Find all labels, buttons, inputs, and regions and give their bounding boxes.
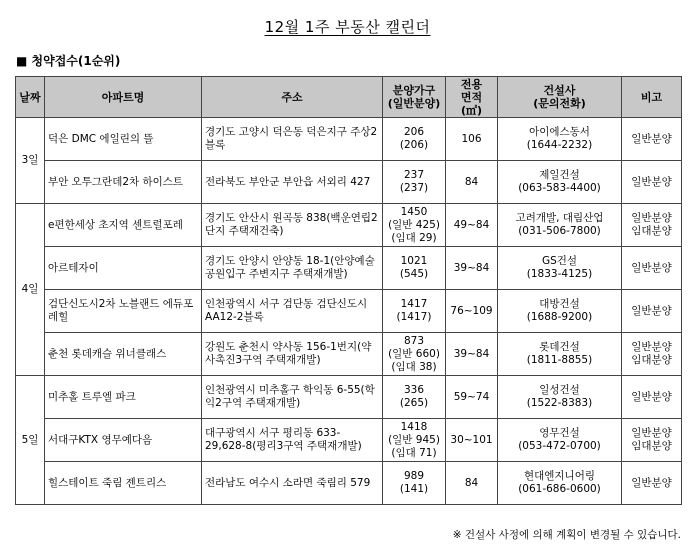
- note-cell: 일반분양: [622, 462, 682, 505]
- area-cell: 106: [446, 118, 498, 161]
- table-row: [16, 333, 682, 376]
- header-apartment: 아파트명: [45, 77, 202, 118]
- address-cell: 경기도 안산시 원곡동 838(백운연립2단지 주택재건축): [202, 204, 383, 247]
- note-cell: 일반분양: [622, 376, 682, 419]
- area-cell: 59~74: [446, 376, 498, 419]
- address-cell: 경기도 고양시 덕은동 덕은지구 주상2블록: [202, 118, 383, 161]
- supply-cell: 1450 (일반 425) (임대 29): [383, 204, 446, 247]
- builder-cell: 현대엔지니어링 (061-686-0600): [498, 462, 622, 505]
- address-cell: 경기도 안양시 안양동 18-1(안양예술공원입구 주변지구 주택재개발): [202, 247, 383, 290]
- note-cell: 일반분양: [622, 247, 682, 290]
- header-area: 전용 면적 (㎡): [446, 77, 498, 118]
- supply-cell: 1417 (1417): [383, 290, 446, 333]
- area-cell: 39~84: [446, 247, 498, 290]
- apartment-name: 아르테자이: [45, 247, 202, 290]
- address-cell: 인천광역시 서구 검단동 검단신도시 AA12-2블록: [202, 290, 383, 333]
- apartment-name: e편한세상 초지역 센트럴포레: [45, 204, 202, 247]
- header-date: 날짜: [16, 77, 45, 118]
- builder-cell: 제일건설 (063-583-4400): [498, 161, 622, 204]
- table-row: [16, 419, 682, 462]
- address-cell: 대구광역시 서구 평리동 633-29,628-8(평리3구역 주택재개발): [202, 419, 383, 462]
- area-cell: 84: [446, 161, 498, 204]
- area-cell: 76~109: [446, 290, 498, 333]
- note-cell: 일반분양 임대분양: [622, 204, 682, 247]
- table-row: [16, 376, 682, 419]
- table-row: [16, 290, 682, 333]
- section-title: ■ 청약접수(1순위): [16, 54, 121, 68]
- note-cell: 일반분양: [622, 290, 682, 333]
- area-cell: 39~84: [446, 333, 498, 376]
- header-address: 주소: [202, 77, 383, 118]
- area-cell: 30~101: [446, 419, 498, 462]
- apartment-name: 검단신도시2차 노블랜드 에듀포레힐: [45, 290, 202, 333]
- builder-cell: 아이에스동서 (1644-2232): [498, 118, 622, 161]
- builder-cell: 고려개발, 대림산업 (031-506-7800): [498, 204, 622, 247]
- address-cell: 전라남도 여수시 소라면 죽림리 579: [202, 462, 383, 505]
- supply-cell: 1418 (일반 945) (임대 71): [383, 419, 446, 462]
- table-row: [16, 204, 682, 247]
- area-cell: 84: [446, 462, 498, 505]
- builder-cell: 롯데건설 (1811-8855): [498, 333, 622, 376]
- supply-cell: 237 (237): [383, 161, 446, 204]
- note-cell: 일반분양 임대분양: [622, 419, 682, 462]
- builder-cell: 일성건설 (1522-8383): [498, 376, 622, 419]
- builder-cell: 대방건설 (1688-9200): [498, 290, 622, 333]
- note-cell: 일반분양: [622, 118, 682, 161]
- supply-cell: 336 (265): [383, 376, 446, 419]
- address-cell: 전라북도 부안군 부안읍 서외리 427: [202, 161, 383, 204]
- apartment-name: 힐스테이트 죽림 젠트리스: [45, 462, 202, 505]
- address-cell: 강원도 춘천시 약사동 156-1번지(약사촉진3구역 주택재개발): [202, 333, 383, 376]
- apartment-name: 덕은 DMC 에일린의 뜰: [45, 118, 202, 161]
- date-cell: 3일: [16, 118, 45, 204]
- apartment-name: 부안 오투그란데2차 하이스트: [45, 161, 202, 204]
- page-title: 12월 1주 부동산 캘린더: [264, 18, 431, 36]
- header-note: 비고: [622, 77, 682, 118]
- header-supply: 분양가구 (일반분양): [383, 77, 446, 118]
- area-cell: 49~84: [446, 204, 498, 247]
- footnote: ※ 건설사 사정에 의해 계획이 변경될 수 있습니다.: [452, 529, 681, 541]
- address-cell: 인천광역시 미추홀구 학익동 6-55(학익2구역 주택재개발): [202, 376, 383, 419]
- table-row: [16, 118, 682, 161]
- calendar-table: [15, 76, 682, 505]
- builder-cell: GS건설 (1833-4125): [498, 247, 622, 290]
- apartment-name: 서대구KTX 영무예다음: [45, 419, 202, 462]
- builder-cell: 영무건설 (053-472-0700): [498, 419, 622, 462]
- header-builder: 건설사 (문의전화): [498, 77, 622, 118]
- date-cell: 5일: [16, 376, 45, 505]
- table-row: [16, 247, 682, 290]
- table-row: [16, 462, 682, 505]
- supply-cell: 1021 (545): [383, 247, 446, 290]
- note-cell: 일반분양: [622, 161, 682, 204]
- apartment-name: 미추홀 트루엘 파크: [45, 376, 202, 419]
- date-cell: 4일: [16, 204, 45, 376]
- apartment-name: 춘천 롯데캐슬 위너클래스: [45, 333, 202, 376]
- supply-cell: 989 (141): [383, 462, 446, 505]
- supply-cell: 873 (일반 660) (임대 38): [383, 333, 446, 376]
- table-header-row: [16, 77, 682, 118]
- note-cell: 일반분양 임대분양: [622, 333, 682, 376]
- table-row: [16, 161, 682, 204]
- supply-cell: 206 (206): [383, 118, 446, 161]
